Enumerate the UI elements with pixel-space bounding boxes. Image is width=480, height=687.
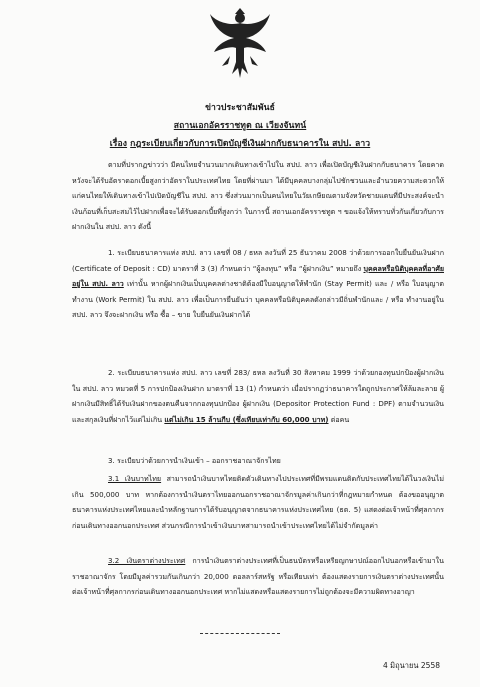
announcement-heading: ข่าวประชาสัมพันธ์ <box>205 103 275 113</box>
item-3-2-label: 3.2 เงินตราต่างประเทศ <box>108 556 186 566</box>
item-3-2-text: การนำเงินตราต่างประเทศที่เป็นธนบัตรหรือเหรียญกษาปณ์ออกไปนอกหรือเข้ามาในราชอาณาจักร โดยมีมูลค่ารวมกันเกินกว่า 20,000 ดอลลาร์สหรัฐ หรือเทียบเท่า ต้องแสดงรายการเงินตราต่างประเทศนั้นต่อเจ้าหน้าที่ศุลกากรก่อนเดินทางออกนอกประเทศ หากไม่แสดงหรือแสดงรายการไม่ถูกต้องจะมีความผิดทางอาญา <box>72 556 444 597</box>
item-1-emphasis: บุคคลหรือนิติบุคคลที่อาศัยอยู่ใน สปป. ลาว <box>72 263 444 289</box>
item-2-text-b: ต่อคน <box>330 414 350 424</box>
release-date: 4 มิถุนายน 2558 <box>383 661 440 670</box>
item-3-1-label: 3.1 เงินบาทไทย <box>108 474 162 484</box>
subject-text: กฎระเบียบเกี่ยวกับการเปิดบัญชีเงินฝากกับธนาคารใน สปป. ลาว <box>130 139 371 149</box>
garuda-emblem-icon <box>208 8 272 80</box>
item-3-1-paragraph <box>72 471 444 533</box>
item-1-text-b: เท่านั้น หากผู้ฝากเงินเป็นบุคคลต่างชาติต้องมีใบอนุญาตให้พำนัก (Stay Permit) และ / หรือ ใบอนุญาตทำงาน (Work Permit) ใน สปป. ลาว เพื่อเป็นการยืนยันว่า บุคคลหรือนิติบุคคลดังกล่าวมีถิ่นพำนักและ / หรือ ทำงานอยู่ใน สปป. ลาว จึงจะฝากเงิน หรือ ซื้อ – ขาย ใบยืนยันเงินฝากได้ <box>72 279 444 320</box>
intro-paragraph: ตามที่ปรากฏข่าวว่า มีคนไทยจำนวนมากเดินทางเข้าไปใน สปป. ลาว เพื่อเปิดบัญชีเงินฝากกับธนาคาร โดยคาดหวังจะได้รับอัตราดอกเบี้ยสูงกว่าอัตราในประเทศไทย โดยที่ผ่านมา ได้มีบุคคลบางกลุ่มไปชักชวนและอำนวยความสะดวกให้แก่คนไทยให้เดินทางเข้าไปเปิดบัญชีใน สปป. ลาว ซึ่งส่วนมากเป็นคนไทยในวัยเกษียณตามจังหวัดชายแดนที่มีประสงค์จะนำเงินก้อนที่เก็บสะสมไว้ไปฝากเพื่อจะได้รับดอกเบี้ยที่สูงกว่า ในการนี้ สถานเอกอัครราชทูต ฯ ขอแจ้งให้ทราบทั่วกันเกี่ยวกับการฝากเงินใน สปป. ลาว ดังนี้ <box>72 160 444 232</box>
item-1-text-a: 1. ระเบียบธนาคารแห่ง สปป. ลาว เลขที่ 08 / ธหล ลงวันที่ 25 ธันวาคม 2008 ว่าด้วยการออกใบยืนยันเงินฝาก (Certificate of Deposit : CD) มาตราที่ 3 (3) กำหนดว่า “ผู้ลงทุน” หรือ “ผู้ฝากเงิน” หมายถึง <box>72 248 444 273</box>
subject-line <box>0 136 480 150</box>
item-1-paragraph <box>72 245 444 323</box>
item-2-emphasis: แต่ไม่เกิน 15 ล้านกีบ (ซึ่งเทียบเท่ากับ 60,000 บาท) <box>164 414 329 424</box>
item-3-1-text: สามารถนำเงินบาทไทยติดตัวเดินทางไปประเทศที่มีพรมแดนติดกับประเทศไทยได้ในวงเงินไม่เกิน 500,000 บาท หากต้องการนำเงินตราไทยออกนอกราชอาณาจักรมูลค่าเกินกว่าที่กฎหมายกำหนด ต้องขออนุญาตธนาคารแห่งประเทศไทยและนำหลักฐานการได้รับอนุญาตจากธนาคารแห่งประเทศไทย (ธต. 5) แสดงต่อเจ้าหน้าที่ศุลกากรก่อนเดินทางออกนอกประเทศ ส่วนกรณีการนำเข้าเงินบาทสามารถนำเข้าประเทศไทยได้ไม่จำกัดมูลค่า <box>72 474 444 530</box>
item-3-heading: 3. ระเบียบว่าด้วยการนำเงินเข้า – ออกราชอาณาจักรไทย <box>108 456 281 466</box>
subject-prefix: เรื่อง <box>109 139 128 149</box>
item-3-2-paragraph <box>72 553 444 600</box>
item-2-paragraph <box>72 365 444 427</box>
item-2-text-a: 2. ระเบียบธนาคารแห่ง สปป. ลาว เลขที่ 283/ ธหล ลงวันที่ 30 สิงหาคม 1999 ว่าด้วยกองทุนปกป้องผู้ฝากเงินใน สปป. ลาว หมวดที่ 5 การปกป้องเงินฝาก มาตราที่ 13 (1) กำหนดว่า เมื่อปรากฏว่าธนาคารใดถูกประกาศให้ล้มละลาย ผู้ฝากเงินมีสิทธิ์ได้รับเงินฝากของตนคืนจากกองทุนปกป้อง ผู้ฝากเงิน (Depositor Protection Fund : DPF) ตามจำนวนเงินและสกุลเงินที่ฝากไว้แต่ไม่เกิน <box>72 368 444 424</box>
separator-line <box>200 633 280 634</box>
embassy-name: สถานเอกอัครราชทูต ณ เวียงจันทน์ <box>173 121 307 131</box>
